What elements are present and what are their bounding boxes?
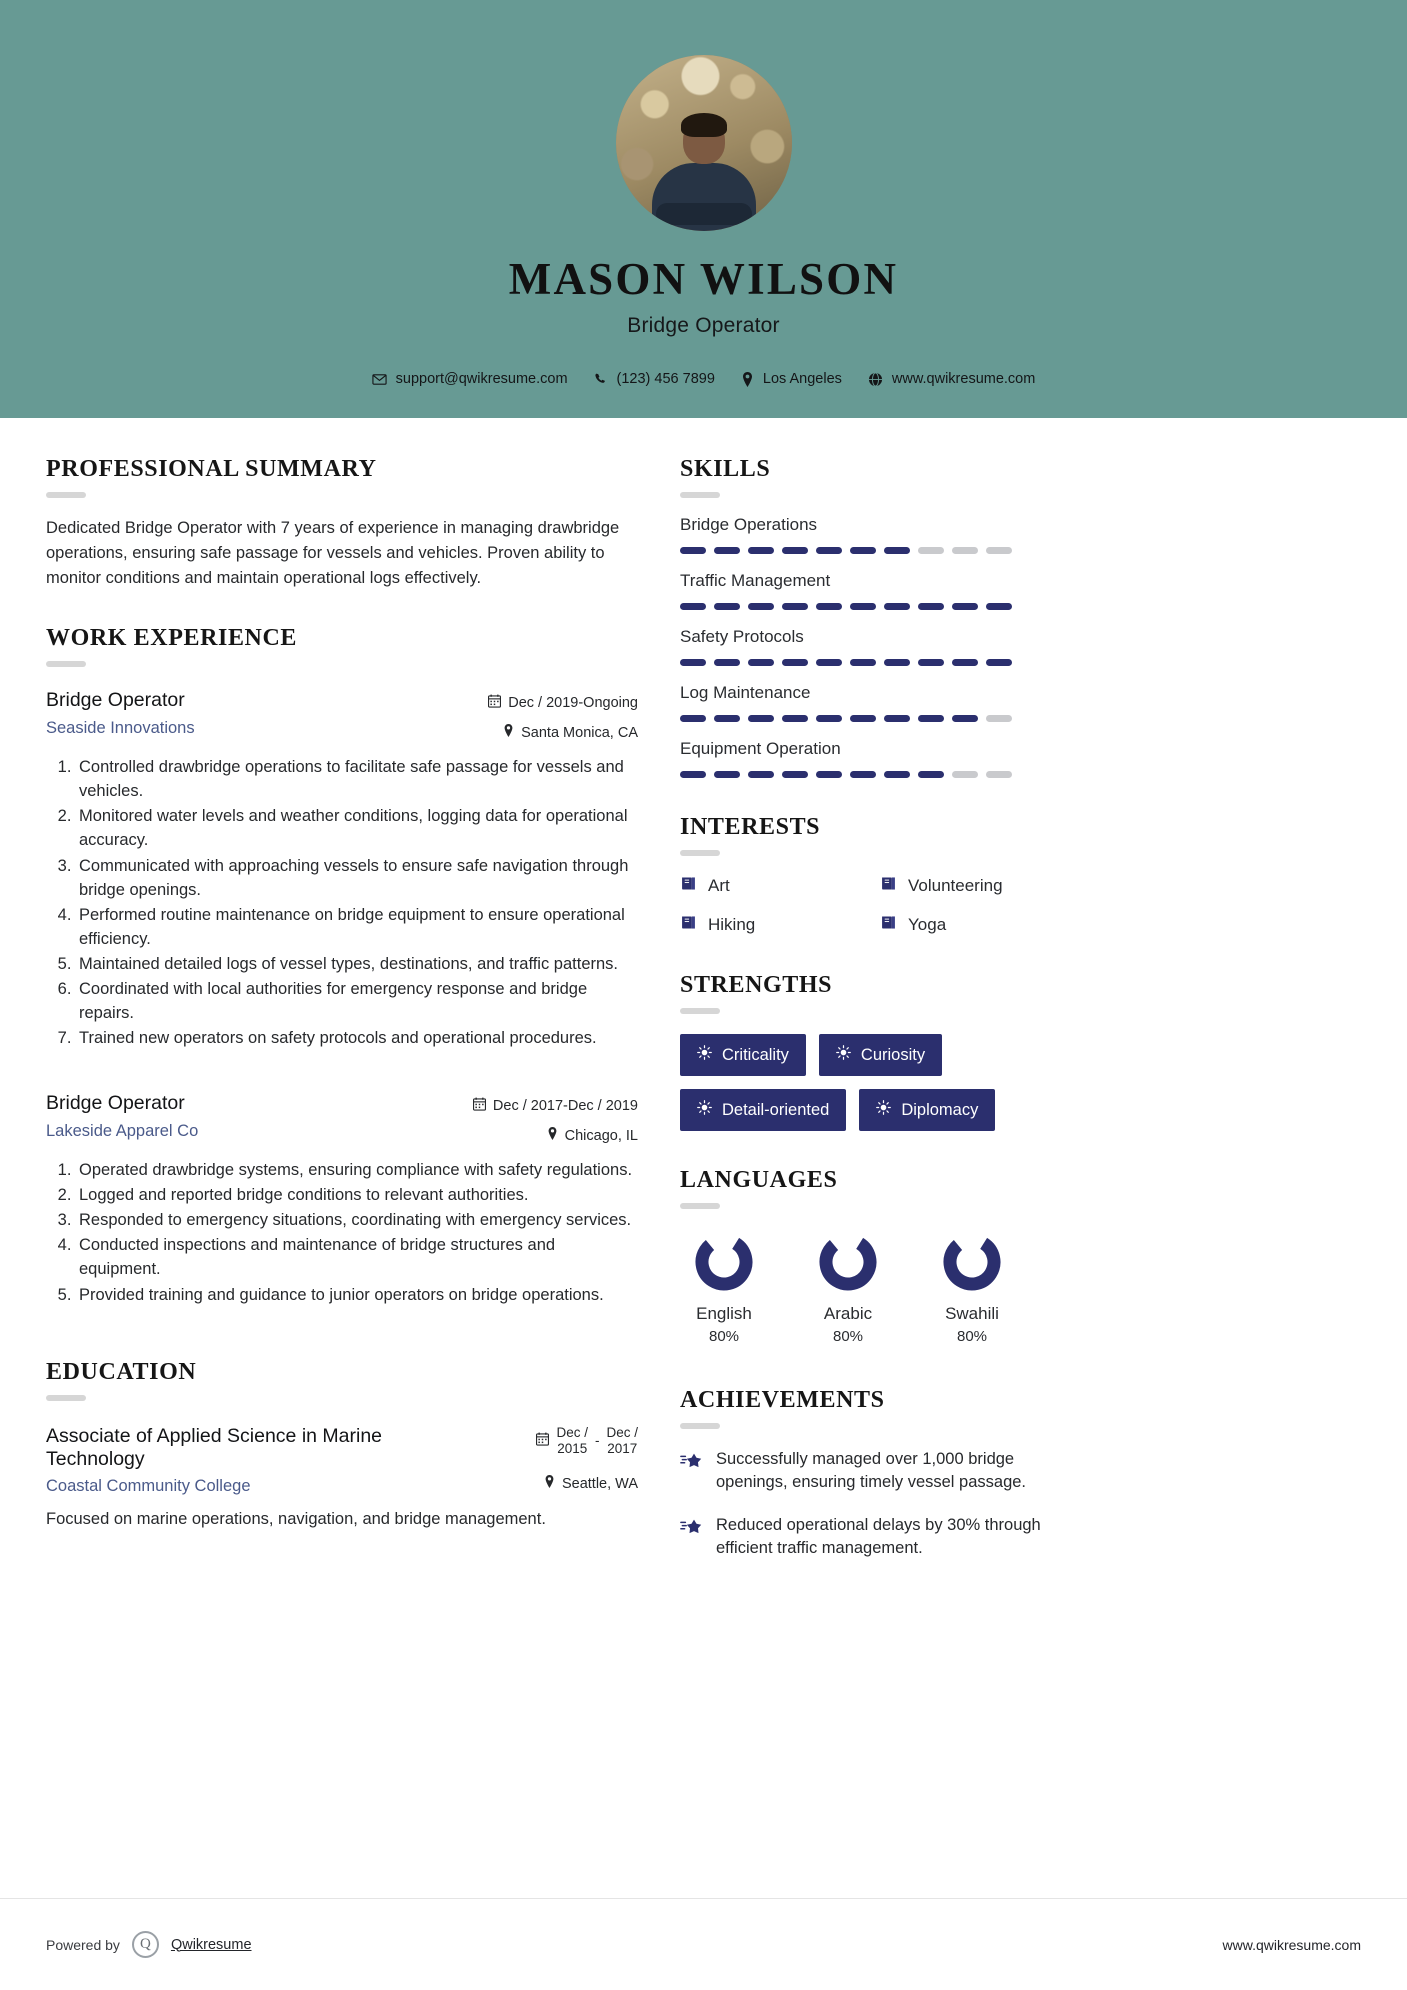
skill-segment <box>714 603 740 610</box>
skill-segment <box>680 603 706 610</box>
contact-website[interactable] <box>868 371 1035 387</box>
skill-segment <box>884 547 910 554</box>
skill-segment <box>952 771 978 778</box>
job-title: Bridge Operator <box>46 689 185 712</box>
skill-segment <box>680 547 706 554</box>
language-donut <box>941 1231 1003 1293</box>
list-item: 2. Logged and reported bridge conditions to relevant authorities. <box>76 1183 638 1207</box>
section-education <box>46 1359 638 1530</box>
interest-item <box>880 875 1080 897</box>
page-title: MASON WILSON <box>508 254 899 304</box>
section-achievements <box>680 1387 1080 1561</box>
contact-phone[interactable] <box>594 371 715 387</box>
strength-chip <box>680 1034 806 1076</box>
section-title-strengths: STRENGTHS <box>680 972 833 998</box>
skill-segment <box>952 715 978 722</box>
job-date: Dec / 2019-Ongoing <box>508 695 638 712</box>
language-percent: 80% <box>708 1328 740 1345</box>
skill-segment <box>748 659 774 666</box>
skill-segment <box>986 659 1012 666</box>
skill-level-bar <box>680 603 1080 610</box>
education-date-row <box>536 1425 638 1458</box>
skill-segment <box>714 771 740 778</box>
date-separator: - <box>594 1432 600 1448</box>
list-item: 1. Operated drawbridge systems, ensuring compliance with safety regulations. <box>76 1158 638 1182</box>
language-item <box>804 1231 892 1345</box>
footer-website[interactable]: www.qwikresume.com <box>1222 1936 1361 1953</box>
achievement-text: Successfully managed over 1,000 bridge openings, ensuring timely vessel passage. <box>716 1450 1027 1492</box>
skill-segment <box>918 547 944 554</box>
right-column <box>680 456 1080 1569</box>
strength-chip <box>819 1034 942 1076</box>
skill-item <box>680 571 1080 610</box>
job-role-subtitle: Bridge Operator <box>627 314 780 337</box>
section-languages <box>680 1167 1080 1345</box>
list-item: 4. Performed routine maintenance on bridge equipment to ensure operational efficiency. <box>76 903 638 951</box>
interest-item <box>880 914 1080 936</box>
section-work-experience <box>46 625 638 1306</box>
job-location-row <box>473 1127 638 1144</box>
skill-item <box>680 683 1080 722</box>
skill-label: Safety Protocols <box>680 627 804 646</box>
skill-segment <box>714 659 740 666</box>
education-description: Focused on marine operations, navigation, and bridge management. <box>46 1510 546 1529</box>
education-end-date <box>606 1425 638 1458</box>
section-title-education: EDUCATION <box>46 1358 197 1385</box>
calendar-icon <box>536 1432 549 1450</box>
education-end-year: 2017 <box>607 1441 638 1457</box>
section-title-summary: PROFESSIONAL SUMMARY <box>46 456 377 482</box>
skill-segment <box>952 547 978 554</box>
skill-segment <box>884 603 910 610</box>
skill-label: Log Maintenance <box>680 683 811 702</box>
section-divider <box>680 1008 720 1014</box>
skill-segment <box>986 603 1012 610</box>
education-start-month: Dec / <box>556 1424 588 1440</box>
skill-segment <box>816 547 842 554</box>
strength-label: Criticality <box>722 1045 789 1064</box>
skill-label: Traffic Management <box>680 571 831 590</box>
sun-icon <box>876 1100 891 1120</box>
skill-label: Equipment Operation <box>680 739 841 758</box>
education-location-row <box>544 1475 638 1492</box>
skill-segment <box>816 771 842 778</box>
powered-by <box>46 1931 252 1958</box>
list-item: 3. Responded to emergency situations, coordinating with emergency services. <box>76 1208 638 1232</box>
job-date-row <box>473 1097 638 1115</box>
skill-segment <box>714 547 740 554</box>
page-footer <box>0 1898 1407 1990</box>
section-divider <box>680 1203 720 1209</box>
language-item <box>680 1231 768 1345</box>
left-column <box>46 456 638 1569</box>
section-title-achievements: ACHIEVEMENTS <box>680 1387 885 1413</box>
section-title-skills: SKILLS <box>680 456 771 482</box>
skill-item <box>680 627 1080 666</box>
skill-segment <box>952 603 978 610</box>
skill-segment <box>884 715 910 722</box>
job-title: Bridge Operator <box>46 1092 185 1115</box>
envelope-icon <box>372 372 387 387</box>
job-date-row <box>488 694 638 712</box>
skill-segment <box>782 771 808 778</box>
skill-label: Bridge Operations <box>680 515 818 534</box>
list-item: 6. Coordinated with local authorities for emergency response and bridge repairs. <box>76 977 638 1025</box>
strength-label: Detail-oriented <box>722 1100 830 1119</box>
powered-by-label: Powered by <box>46 1936 120 1953</box>
job-location: Santa Monica, CA <box>521 724 638 741</box>
strength-chip <box>680 1089 846 1131</box>
list-item: 5. Provided training and guidance to junior operators on bridge operations. <box>76 1283 638 1307</box>
interest-label: Hiking <box>708 915 756 934</box>
language-label: Swahili <box>945 1304 999 1323</box>
skill-segment <box>748 715 774 722</box>
skill-segment <box>952 659 978 666</box>
calendar-icon <box>473 1097 486 1115</box>
map-pin-icon <box>741 372 754 387</box>
education-location: Seattle, WA <box>561 1475 638 1492</box>
section-divider <box>46 661 86 667</box>
section-title-interests: INTERESTS <box>680 814 821 840</box>
interest-label: Yoga <box>908 915 947 934</box>
summary-text: Dedicated Bridge Operator with 7 years of experience in managing drawbridge operations, ensuring safe passage for vessels and vehicles. Proven ability to monitor conditions and maintain operational logs effectively. <box>46 519 620 588</box>
avatar <box>616 55 792 231</box>
skill-segment <box>986 771 1012 778</box>
job-duties-list <box>46 755 638 1050</box>
phone-icon <box>594 372 608 386</box>
education-school[interactable]: Coastal Community College <box>46 1477 251 1496</box>
skill-segment <box>714 715 740 722</box>
book-icon <box>680 914 697 936</box>
skill-segment <box>986 715 1012 722</box>
resume-header <box>0 0 1407 418</box>
interest-label: Volunteering <box>908 876 1003 895</box>
section-divider <box>680 1423 720 1429</box>
list-item: 5. Maintained detailed logs of vessel types, destinations, and traffic patterns. <box>76 952 638 976</box>
book-icon <box>680 875 697 897</box>
section-interests <box>680 814 1080 936</box>
achievement-text: Reduced operational delays by 30% through efficient traffic management. <box>716 1515 1041 1558</box>
skill-level-bar <box>680 547 1080 554</box>
skill-segment <box>782 715 808 722</box>
skill-segment <box>680 659 706 666</box>
language-label: English <box>696 1304 752 1323</box>
skill-level-bar <box>680 771 1080 778</box>
section-divider <box>46 1395 86 1401</box>
skill-segment <box>850 547 876 554</box>
qwikresume-logo-icon: Q <box>132 1931 159 1958</box>
language-percent: 80% <box>832 1328 864 1345</box>
skill-segment <box>680 771 706 778</box>
skill-segment <box>918 771 944 778</box>
skill-segment <box>884 659 910 666</box>
job-company[interactable]: Lakeside Apparel Co <box>46 1122 199 1141</box>
sun-icon <box>697 1045 712 1065</box>
resume-body <box>0 418 1407 1569</box>
strength-chip <box>859 1089 995 1131</box>
section-divider <box>680 492 720 498</box>
skill-segment <box>884 771 910 778</box>
section-title-experience: WORK EXPERIENCE <box>46 625 298 652</box>
strength-label: Curiosity <box>860 1045 926 1064</box>
skill-item <box>680 515 1080 554</box>
contact-location-text: Los Angeles <box>762 371 842 387</box>
skill-segment <box>680 715 706 722</box>
map-pin-icon <box>544 1475 555 1492</box>
book-icon <box>880 875 897 897</box>
contact-bar <box>0 371 1407 387</box>
skill-segment <box>782 603 808 610</box>
skill-segment <box>782 547 808 554</box>
skill-segment <box>918 659 944 666</box>
list-item: 4. Conducted inspections and maintenance of bridge structures and equipment. <box>76 1233 638 1281</box>
skill-segment <box>850 715 876 722</box>
skill-segment <box>748 603 774 610</box>
job-duties-list <box>46 1158 638 1306</box>
language-label: Arabic <box>823 1304 873 1323</box>
language-item <box>928 1231 1016 1345</box>
sun-icon <box>836 1045 851 1065</box>
section-strengths <box>680 972 1080 1131</box>
skill-segment <box>816 715 842 722</box>
list-item: 2. Monitored water levels and weather conditions, logging data for operational accuracy. <box>76 804 638 852</box>
job-location: Chicago, IL <box>564 1127 638 1144</box>
skill-item <box>680 739 1080 778</box>
skill-segment <box>850 771 876 778</box>
skill-segment <box>748 547 774 554</box>
contact-email[interactable] <box>372 371 568 387</box>
skill-segment <box>850 603 876 610</box>
map-pin-icon <box>547 1127 558 1144</box>
calendar-icon <box>488 694 501 712</box>
avatar-hair <box>681 113 727 137</box>
education-entry <box>46 1425 638 1530</box>
sun-icon <box>697 1100 712 1120</box>
section-skills <box>680 456 1080 778</box>
job-location-row <box>488 724 638 741</box>
skill-level-bar <box>680 659 1080 666</box>
achievement-item <box>680 1514 1080 1561</box>
skill-segment <box>850 659 876 666</box>
education-end-month: Dec / <box>606 1424 638 1440</box>
contact-location[interactable] <box>741 371 842 387</box>
section-professional-summary <box>46 456 638 591</box>
skill-segment <box>918 603 944 610</box>
contact-phone-text: (123) 456 7899 <box>616 371 715 387</box>
interest-item <box>680 914 880 936</box>
education-degree: Associate of Applied Science in Marine Technology <box>46 1424 383 1471</box>
section-divider <box>46 492 86 498</box>
globe-icon <box>868 372 883 387</box>
achievement-item <box>680 1448 1080 1495</box>
avatar-arms <box>656 203 752 225</box>
section-title-languages: LANGUAGES <box>680 1167 838 1193</box>
skill-level-bar <box>680 715 1080 722</box>
qwikresume-brand-link[interactable]: Qwikresume <box>170 1936 252 1953</box>
shooting-star-icon <box>680 1448 702 1495</box>
skill-segment <box>986 547 1012 554</box>
contact-email-text: support@qwikresume.com <box>395 371 568 387</box>
language-donut <box>817 1231 879 1293</box>
language-donut <box>693 1231 755 1293</box>
list-item: 7. Trained new operators on safety protocols and operational procedures. <box>76 1026 638 1050</box>
section-divider <box>680 850 720 856</box>
experience-entry <box>46 689 638 1050</box>
education-start-year: 2015 <box>557 1441 588 1457</box>
interest-label: Art <box>708 876 730 895</box>
skill-segment <box>816 603 842 610</box>
book-icon <box>880 914 897 936</box>
education-start-date <box>556 1425 588 1458</box>
contact-website-text: www.qwikresume.com <box>891 371 1036 387</box>
list-item: 1. Controlled drawbridge operations to facilitate safe passage for vessels and vehicles. <box>76 755 638 803</box>
job-date: Dec / 2017-Dec / 2019 <box>492 1098 638 1115</box>
list-item: 3. Communicated with approaching vessels to ensure safe navigation through bridge openings. <box>76 854 638 902</box>
experience-entry <box>46 1092 638 1306</box>
language-percent: 80% <box>956 1328 988 1345</box>
shooting-star-icon <box>680 1514 702 1561</box>
skill-segment <box>816 659 842 666</box>
skill-segment <box>748 771 774 778</box>
strength-label: Diplomacy <box>901 1100 979 1119</box>
skill-segment <box>782 659 808 666</box>
skill-segment <box>918 715 944 722</box>
job-company[interactable]: Seaside Innovations <box>46 719 195 738</box>
interest-item <box>680 875 880 897</box>
map-pin-icon <box>503 724 514 741</box>
